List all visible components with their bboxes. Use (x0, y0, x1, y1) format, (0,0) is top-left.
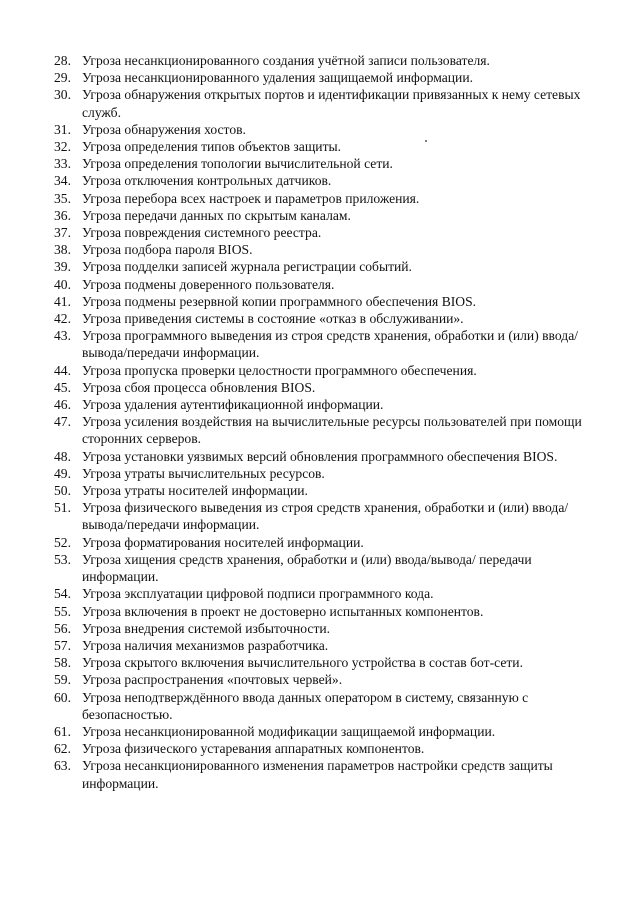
list-item (54, 740, 594, 757)
item-text: Угроза подбора пароля BIOS. (82, 242, 253, 258)
list-item (54, 637, 594, 654)
item-number: 34. (54, 173, 71, 189)
list-item (54, 499, 594, 533)
item-text: Угроза обнаружения открытых портов и идентификации привязанных к нему сетевых служб. (82, 87, 581, 120)
item-number: 53. (54, 551, 71, 567)
list-item (54, 293, 594, 310)
list-item (54, 482, 594, 499)
item-text: Угроза утраты носителей информации. (82, 483, 308, 499)
item-text: Угроза несанкционированной модификации защищаемой информации. (82, 723, 496, 739)
item-number: 55. (54, 603, 71, 619)
list-item (54, 551, 594, 585)
item-text: Угроза хищения средств хранения, обработки и (или) ввода/вывода/ передачи информации. (82, 551, 532, 585)
item-text: Угроза утраты вычислительных ресурсов. (82, 465, 325, 481)
list-item (54, 671, 594, 688)
item-text: Угроза удаления аутентификационной информации. (82, 397, 384, 413)
item-number: 37. (54, 225, 71, 241)
list-item (54, 224, 594, 241)
item-number: 48. (54, 448, 71, 464)
item-number: 42. (54, 311, 71, 327)
item-number: 61. (54, 723, 71, 739)
list-item (54, 362, 594, 379)
item-number: 28. (54, 53, 71, 68)
list-item (54, 207, 594, 224)
list-item (54, 413, 594, 447)
item-number: 57. (54, 637, 71, 653)
item-text: Угроза скрытого включения вычислительного устройства в состав бот-сети. (82, 655, 523, 671)
item-text: Угроза пропуска проверки целостности программного обеспечения. (82, 362, 477, 378)
list-item (54, 757, 594, 791)
list-item (54, 620, 594, 637)
item-number: 62. (54, 741, 71, 757)
item-number: 63. (54, 758, 71, 774)
item-number: 59. (54, 672, 71, 688)
item-text: Угроза наличия механизмов разработчика. (82, 637, 329, 653)
list-item (54, 86, 594, 120)
list-item (54, 723, 594, 740)
item-text: Угроза передачи данных по скрытым каналам. (82, 207, 351, 223)
list-item (54, 172, 594, 189)
item-number: 47. (54, 414, 71, 430)
item-number: 45. (54, 379, 71, 395)
item-text: Угроза неподтверждённого ввода данных оператором в систему, связанную с безопасностью. (82, 689, 529, 722)
item-number: 30. (54, 87, 71, 103)
list-item (54, 241, 594, 258)
item-text: Угроза подделки записей журнала регистрации событий. (82, 259, 412, 275)
list-item (54, 155, 594, 172)
threat-list (54, 52, 594, 792)
item-number: 31. (54, 121, 71, 137)
item-text: Угроза сбоя процесса обновления BIOS. (82, 379, 316, 395)
item-text: Угроза приведения системы в состояние «отказ в обслуживании». (82, 311, 464, 327)
item-number: 39. (54, 259, 71, 275)
item-number: 49. (54, 465, 71, 481)
item-text: Угроза определения топологии вычислительной сети. (82, 156, 393, 172)
list-item (54, 379, 594, 396)
scan-speck (425, 140, 427, 142)
item-text: Угроза форматирования носителей информации. (82, 534, 364, 550)
item-text: Угроза внедрения системой избыточности. (82, 620, 331, 636)
item-number: 54. (54, 586, 71, 602)
item-text: Угроза несанкционированного удаления защищаемой информации. (82, 70, 473, 86)
item-number: 40. (54, 276, 71, 292)
item-text: Угроза обнаружения хостов. (82, 121, 246, 137)
list-item (54, 585, 594, 602)
item-number: 32. (54, 139, 71, 155)
list-item (54, 396, 594, 413)
item-text: Угроза программного выведения из строя средств хранения, обработки и (или) ввода/вывода/передачи информации. (82, 328, 579, 361)
item-text: Угроза физического устаревания аппаратных компонентов. (82, 741, 425, 757)
item-text: Угроза несанкционированного изменения параметров настройки средств защиты информации. (82, 758, 553, 791)
item-number: 38. (54, 242, 71, 258)
item-text: Угроза повреждения системного реестра. (82, 225, 322, 241)
item-number: 56. (54, 620, 71, 636)
item-text: Угроза перебора всех настроек и параметров приложения. (82, 190, 420, 206)
item-number: 44. (54, 362, 71, 378)
item-number: 35. (54, 190, 71, 206)
item-text: Угроза физического выведения из строя средств хранения, обработки и (или) ввода/вывода/передачи информации. (82, 500, 569, 533)
list-item (54, 603, 594, 620)
list-item (54, 310, 594, 327)
item-text: Угроза несанкционированного создания учётной записи пользователя. (82, 53, 490, 68)
item-text: Угроза эксплуатации цифровой подписи программного кода. (82, 586, 434, 602)
item-text: Угроза установки уязвимых версий обновления программного обеспечения BIOS. (82, 448, 558, 464)
list-item (54, 448, 594, 465)
item-number: 36. (54, 207, 71, 223)
item-number: 52. (54, 534, 71, 550)
item-number: 46. (54, 397, 71, 413)
item-text: Угроза определения типов объектов защиты. (82, 139, 342, 155)
list-item (54, 258, 594, 275)
list-item (54, 276, 594, 293)
item-text: Угроза распространения «почтовых червей». (82, 672, 343, 688)
list-item (54, 138, 594, 155)
list-item (54, 69, 594, 86)
list-item (54, 327, 594, 361)
list-item (54, 689, 594, 723)
item-number: 60. (54, 689, 71, 705)
list-item (54, 465, 594, 482)
item-text: Угроза отключения контрольных датчиков. (82, 173, 332, 189)
list-item (54, 52, 594, 69)
list-item (54, 121, 594, 138)
item-number: 33. (54, 156, 71, 172)
item-number: 51. (54, 500, 71, 516)
list-item (54, 534, 594, 551)
item-text: Угроза усиления воздействия на вычислительные ресурсы пользователей при помощи сторонних серверов. (82, 414, 582, 447)
item-text: Угроза включения в проект не достоверно испытанных компонентов. (82, 603, 484, 619)
item-number: 50. (54, 483, 71, 499)
item-number: 43. (54, 328, 71, 344)
item-text: Угроза подмены доверенного пользователя. (82, 276, 335, 292)
item-text: Угроза подмены резервной копии программного обеспечения BIOS. (82, 293, 477, 309)
item-number: 58. (54, 655, 71, 671)
list-item (54, 654, 594, 671)
item-number: 29. (54, 70, 71, 86)
item-number: 41. (54, 293, 71, 309)
list-item (54, 190, 594, 207)
